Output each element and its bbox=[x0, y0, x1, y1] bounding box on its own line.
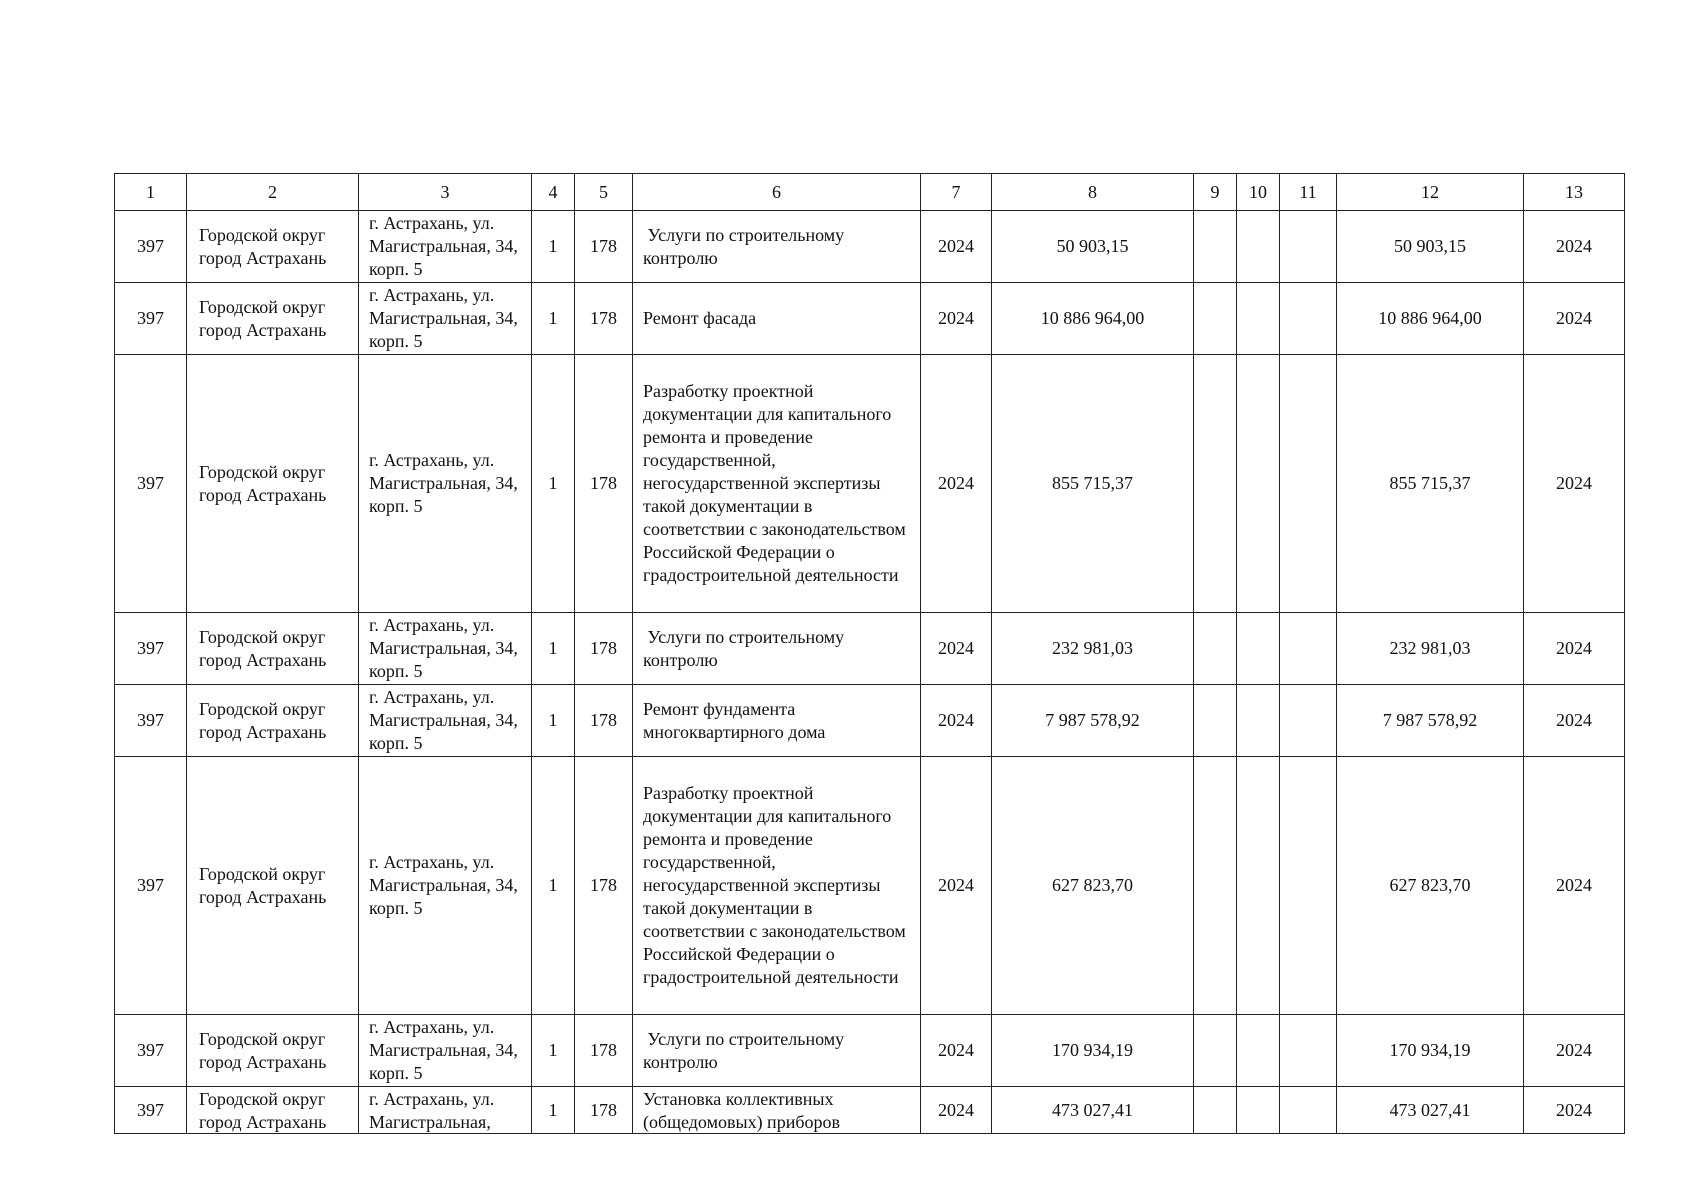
cell-number: 397 bbox=[115, 211, 187, 283]
column-number: 6 bbox=[633, 174, 921, 211]
cell-total: 7 987 578,92 bbox=[1337, 685, 1524, 757]
table-row bbox=[115, 1015, 1625, 1087]
cell-address: г. Астрахань, ул. Магистральная, 34, корп. 5 bbox=[359, 211, 532, 283]
cell-municipality: Городской округ город Астрахань bbox=[187, 355, 359, 613]
cell-number: 397 bbox=[115, 1015, 187, 1087]
cell-col9 bbox=[1194, 757, 1237, 1015]
cell-sum: 50 903,15 bbox=[992, 211, 1194, 283]
cell-address: г. Астрахань, ул. Магистральная, 34, корп. 5 bbox=[359, 283, 532, 355]
cell-work-type: Услуги по строительному контролю bbox=[633, 613, 921, 685]
cell-year-end: 2024 bbox=[1524, 283, 1625, 355]
cell-municipality: Городской округ город Астрахань bbox=[187, 685, 359, 757]
cell-address: г. Астрахань, ул. Магистральная, 34, корп. 5 bbox=[359, 757, 532, 1015]
cell-total: 473 027,41 bbox=[1337, 1087, 1524, 1134]
table-row bbox=[115, 613, 1625, 685]
cell-col4: 1 bbox=[532, 613, 575, 685]
cell-year-end: 2024 bbox=[1524, 1015, 1625, 1087]
table-row bbox=[115, 685, 1625, 757]
cell-year: 2024 bbox=[921, 211, 992, 283]
cell-col4: 1 bbox=[532, 1087, 575, 1134]
cell-col9 bbox=[1194, 355, 1237, 613]
cell-total: 855 715,37 bbox=[1337, 355, 1524, 613]
cell-total: 170 934,19 bbox=[1337, 1015, 1524, 1087]
column-number: 12 bbox=[1337, 174, 1524, 211]
cell-year-end: 2024 bbox=[1524, 211, 1625, 283]
table-row bbox=[115, 757, 1625, 1015]
cell-sum: 10 886 964,00 bbox=[992, 283, 1194, 355]
cell-number: 397 bbox=[115, 685, 187, 757]
cell-sum: 170 934,19 bbox=[992, 1015, 1194, 1087]
cell-year: 2024 bbox=[921, 685, 992, 757]
column-number: 1 bbox=[115, 174, 187, 211]
cell-work-type: Разработку проектной документации для капитального ремонта и проведение государственной, негосударственной экспертизы такой документации в соответствии с законодательством Российской Федерации о градостроительной деятельности bbox=[633, 757, 921, 1015]
cell-municipality bbox=[187, 1087, 359, 1134]
cell-sum: 855 715,37 bbox=[992, 355, 1194, 613]
cell-year: 2024 bbox=[921, 1015, 992, 1087]
table-row bbox=[115, 1087, 1625, 1134]
cell-year: 2024 bbox=[921, 355, 992, 613]
cell-total: 232 981,03 bbox=[1337, 613, 1524, 685]
table-row bbox=[115, 283, 1625, 355]
cell-work-type-text: Установка коллективных (общедомовых) приборов bbox=[643, 1089, 840, 1132]
cell-number: 397 bbox=[115, 1087, 187, 1134]
cell-work-type: Услуги по строительному контролю bbox=[633, 1015, 921, 1087]
cell-col5: 178 bbox=[575, 283, 633, 355]
cell-col4: 1 bbox=[532, 283, 575, 355]
cell-sum: 232 981,03 bbox=[992, 613, 1194, 685]
cell-municipality: Городской округ город Астрахань bbox=[187, 1015, 359, 1087]
cell-address: г. Астрахань, ул. Магистральная, 34, корп. 5 bbox=[359, 1015, 532, 1087]
cell-municipality: Городской округ город Астрахань bbox=[187, 757, 359, 1015]
cell-year-end: 2024 bbox=[1524, 355, 1625, 613]
cell-number: 397 bbox=[115, 355, 187, 613]
cell-work-type: Разработку проектной документации для капитального ремонта и проведение государственной, негосударственной экспертизы такой документации в соответствии с законодательством Российской Федерации о градостроительной деятельности bbox=[633, 355, 921, 613]
cell-work-type: Ремонт фундамента многоквартирного дома bbox=[633, 685, 921, 757]
column-number: 8 bbox=[992, 174, 1194, 211]
cell-col4: 1 bbox=[532, 757, 575, 1015]
column-number: 13 bbox=[1524, 174, 1625, 211]
cell-work-type bbox=[633, 1087, 921, 1134]
cell-col11 bbox=[1280, 355, 1337, 613]
cell-col9 bbox=[1194, 283, 1237, 355]
column-number: 3 bbox=[359, 174, 532, 211]
cell-address-text: г. Астрахань, ул. Магистральная, bbox=[369, 1089, 495, 1132]
cell-col11 bbox=[1280, 685, 1337, 757]
cell-total: 627 823,70 bbox=[1337, 757, 1524, 1015]
cell-col5: 178 bbox=[575, 685, 633, 757]
cell-municipality-text: Городской округ город Астрахань bbox=[199, 1089, 327, 1132]
cell-year-end: 2024 bbox=[1524, 1087, 1625, 1134]
cell-col10 bbox=[1237, 1015, 1280, 1087]
column-number: 7 bbox=[921, 174, 992, 211]
cell-col10 bbox=[1237, 283, 1280, 355]
column-numbers-row bbox=[115, 174, 1625, 211]
cell-col11 bbox=[1280, 211, 1337, 283]
cell-work-type: Ремонт фасада bbox=[633, 283, 921, 355]
cell-col10 bbox=[1237, 613, 1280, 685]
column-number: 4 bbox=[532, 174, 575, 211]
column-number: 9 bbox=[1194, 174, 1237, 211]
cell-address: г. Астрахань, ул. Магистральная, 34, корп. 5 bbox=[359, 613, 532, 685]
cell-address: г. Астрахань, ул. Магистральная, 34, корп. 5 bbox=[359, 685, 532, 757]
cell-col9 bbox=[1194, 613, 1237, 685]
column-number: 11 bbox=[1280, 174, 1337, 211]
cell-col10 bbox=[1237, 757, 1280, 1015]
column-number: 5 bbox=[575, 174, 633, 211]
cell-municipality: Городской округ город Астрахань bbox=[187, 283, 359, 355]
cell-col4: 1 bbox=[532, 211, 575, 283]
cell-sum: 473 027,41 bbox=[992, 1087, 1194, 1134]
cell-col5: 178 bbox=[575, 1087, 633, 1134]
cell-col5: 178 bbox=[575, 1015, 633, 1087]
cell-col4: 1 bbox=[532, 685, 575, 757]
cell-col5: 178 bbox=[575, 757, 633, 1015]
cell-col5: 178 bbox=[575, 355, 633, 613]
cell-work-type: Услуги по строительному контролю bbox=[633, 211, 921, 283]
cell-col5: 178 bbox=[575, 613, 633, 685]
cell-year: 2024 bbox=[921, 757, 992, 1015]
cell-col9 bbox=[1194, 685, 1237, 757]
table-row bbox=[115, 211, 1625, 283]
cell-year: 2024 bbox=[921, 283, 992, 355]
cell-municipality: Городской округ город Астрахань bbox=[187, 211, 359, 283]
cell-number: 397 bbox=[115, 613, 187, 685]
cell-year-end: 2024 bbox=[1524, 685, 1625, 757]
cell-col4: 1 bbox=[532, 355, 575, 613]
cell-year: 2024 bbox=[921, 1087, 992, 1134]
cell-address bbox=[359, 1087, 532, 1134]
cell-col10 bbox=[1237, 355, 1280, 613]
cell-col9 bbox=[1194, 1087, 1237, 1134]
cell-number: 397 bbox=[115, 283, 187, 355]
cell-col11 bbox=[1280, 1015, 1337, 1087]
cell-col11 bbox=[1280, 283, 1337, 355]
cell-address: г. Астрахань, ул. Магистральная, 34, корп. 5 bbox=[359, 355, 532, 613]
column-number: 10 bbox=[1237, 174, 1280, 211]
cell-total: 10 886 964,00 bbox=[1337, 283, 1524, 355]
cell-col10 bbox=[1237, 1087, 1280, 1134]
cell-year-end: 2024 bbox=[1524, 613, 1625, 685]
cell-sum: 7 987 578,92 bbox=[992, 685, 1194, 757]
cell-col11 bbox=[1280, 757, 1337, 1015]
column-number: 2 bbox=[187, 174, 359, 211]
cell-total: 50 903,15 bbox=[1337, 211, 1524, 283]
cell-municipality: Городской округ город Астрахань bbox=[187, 613, 359, 685]
cell-year: 2024 bbox=[921, 613, 992, 685]
cell-col10 bbox=[1237, 211, 1280, 283]
cell-sum: 627 823,70 bbox=[992, 757, 1194, 1015]
cell-col5: 178 bbox=[575, 211, 633, 283]
cell-col11 bbox=[1280, 613, 1337, 685]
cell-col11 bbox=[1280, 1087, 1337, 1134]
cell-col4: 1 bbox=[532, 1015, 575, 1087]
cell-col9 bbox=[1194, 1015, 1237, 1087]
cell-col9 bbox=[1194, 211, 1237, 283]
capital-repair-table bbox=[114, 173, 1625, 1134]
cell-col10 bbox=[1237, 685, 1280, 757]
cell-year-end: 2024 bbox=[1524, 757, 1625, 1015]
table-row bbox=[115, 355, 1625, 613]
cell-number: 397 bbox=[115, 757, 187, 1015]
